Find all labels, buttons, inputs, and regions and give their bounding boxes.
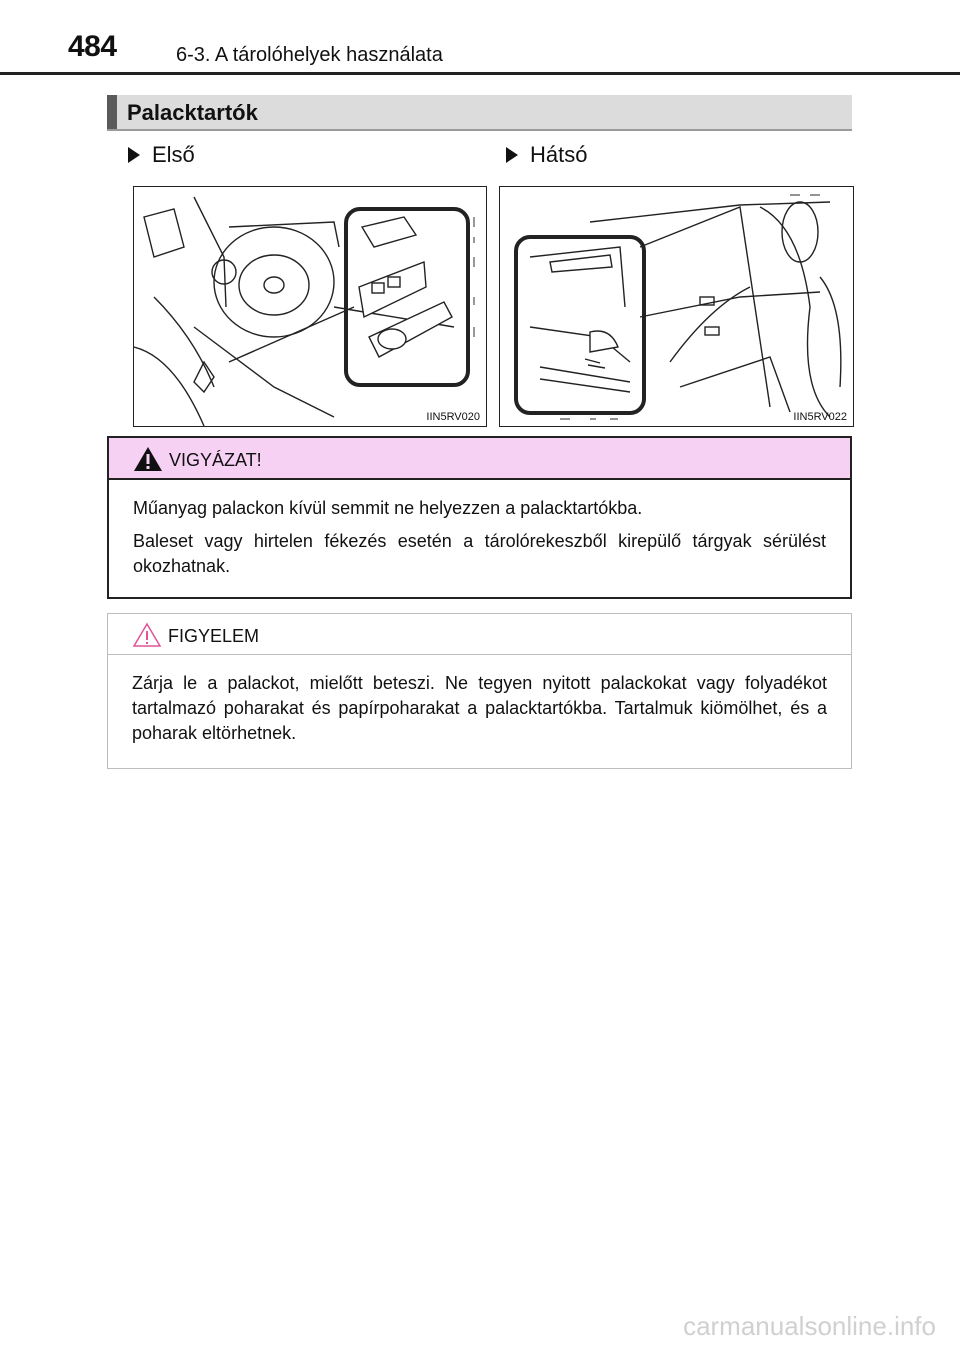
rear-label (506, 142, 587, 168)
caution-box (107, 436, 852, 599)
section-header (107, 95, 852, 131)
caution-header (109, 438, 850, 480)
chapter-title: 6-3. A tárolóhelyek használata (176, 44, 443, 66)
caution-body (109, 480, 850, 579)
rear-label-text: Hátsó (530, 142, 588, 167)
header-rule (0, 72, 960, 75)
section-title: Palacktartók (127, 100, 258, 125)
caution-paragraph-2: Baleset vagy hirtelen fékezés esetén a tárolórekeszből kirepülő tárgyak sérülést okozhatnak. (133, 531, 826, 576)
warning-triangle-filled-icon (133, 446, 163, 472)
notice-body (108, 655, 851, 746)
warning-triangle-outline-icon (132, 622, 162, 648)
watermark: carmanualsonline.info (683, 1311, 936, 1341)
notice-title: FIGYELEM (168, 626, 260, 646)
front-figure (133, 186, 487, 427)
front-dashboard-illustration (134, 187, 486, 426)
front-label (128, 142, 195, 168)
triangle-bullet-icon (506, 147, 518, 163)
rear-door-illustration (500, 187, 853, 426)
triangle-bullet-icon (128, 147, 140, 163)
caution-paragraph-1: Műanyag palackon kívül semmit ne helyezzen a palacktartókba. (133, 498, 643, 518)
section-header-bar (107, 95, 117, 129)
rear-figure-code: IIN5RV022 (793, 411, 847, 423)
notice-header (108, 614, 851, 655)
front-label-text: Első (152, 142, 195, 167)
rear-figure (499, 186, 854, 427)
caution-title: VIGYÁZAT! (169, 450, 262, 470)
front-figure-code: IIN5RV020 (426, 411, 480, 423)
notice-paragraph-1: Zárja le a palackot, mielőtt beteszi. Ne tegyen nyitott palackokat vagy folyadékot tartalmazó poharakat és papírpoharakat a palacktartókba. Tartalmuk kiömölhet, és a poharak eltörhetnek. (132, 673, 827, 743)
notice-box (107, 613, 852, 769)
page-number: 484 (68, 30, 117, 63)
